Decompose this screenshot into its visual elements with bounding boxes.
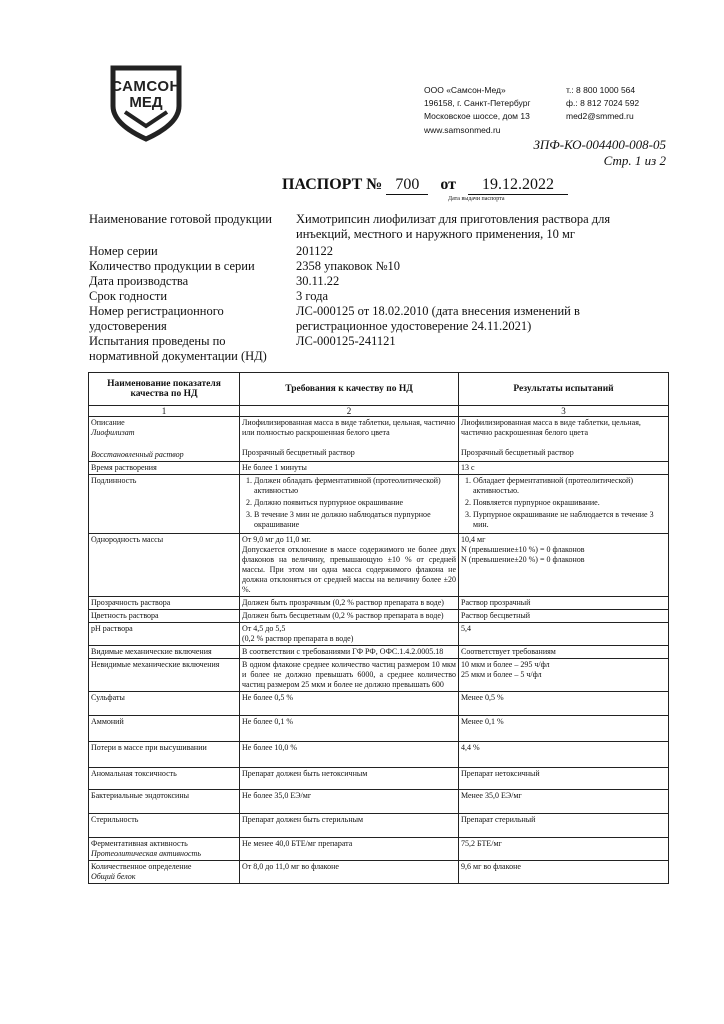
- requirement-text: В соответствии с требованиями ГФ РФ, ОФС.1.4.2.0005.18: [240, 646, 459, 659]
- requirement-text: Не более 10,0 %: [240, 742, 459, 768]
- indicator-name: Однородность массы: [89, 534, 240, 597]
- list-item: 3. Пурпурное окрашивание не наблюдается в течение 3 мин.: [473, 510, 666, 530]
- result-text: Менее 35,0 ЕЭ/мг: [459, 790, 669, 814]
- result-text: 9,6 мг во флаконе: [459, 861, 669, 884]
- column-number: 1: [89, 406, 240, 417]
- requirement-cell: [240, 534, 459, 597]
- result-text: Раствор прозрачный: [459, 597, 669, 610]
- indicator-sub: Общий белок: [91, 872, 136, 881]
- indicator-name: Цветность раствора: [89, 610, 240, 623]
- table-row: [89, 646, 669, 659]
- table-row: [89, 716, 669, 742]
- column-header-indicator: Наименование показателя качества по НД: [89, 373, 240, 406]
- document-code: ЗПФ-КО-004400-008-05: [533, 137, 666, 152]
- requirement-text: Допускается отклонение в массе содержимого не более двух флаконов на величину, превышающую ±10 % от средней массы. При этом ни одна масса содержимого флакона не должна отклоняться от средней массы на величину более ±20 %.: [242, 545, 456, 594]
- passport-number: 700: [386, 176, 428, 195]
- result-text: Препарат нетоксичный: [459, 768, 669, 790]
- info-row: [89, 244, 649, 259]
- company-name: ООО «Самсон-Мед»: [424, 85, 506, 95]
- table-row: [89, 742, 669, 768]
- logo-line-2: МЕД: [129, 94, 163, 111]
- indicator-name: Стерильность: [89, 814, 240, 838]
- indicator-cell: [89, 417, 240, 462]
- result-text: Менее 0,5 %: [459, 692, 669, 716]
- requirement-text: Не более 0,1 %: [240, 716, 459, 742]
- result-text: 4,4 %: [459, 742, 669, 768]
- indicator-name: Потери в массе при высушивании: [89, 742, 240, 768]
- table-row: [89, 475, 669, 534]
- product-info: [89, 212, 649, 364]
- requirement-text: (0,2 % раствор препарата в воде): [242, 634, 354, 643]
- result-text: Прозрачный бесцветный раствор: [461, 448, 574, 457]
- result-text: Препарат стерильный: [459, 814, 669, 838]
- document-code-block: [533, 137, 666, 169]
- info-label: Номер серии: [89, 244, 158, 258]
- passport-date: 19.12.2022: [468, 176, 568, 195]
- column-header-results: Результаты испытаний: [459, 373, 669, 406]
- result-text: 5,4: [459, 623, 669, 646]
- requirement-text: От 9,0 мг до 11,0 мг.: [242, 535, 311, 544]
- table-row: [89, 417, 669, 462]
- passport-date-note: Дата выдачи паспорта: [448, 196, 505, 202]
- company-address-line-2: Московское шоссе, дом 13: [424, 111, 530, 121]
- info-value: ЛС-000125-241121: [296, 334, 396, 348]
- result-text: N (превышение±20 %) = 0 флаконов: [461, 555, 585, 564]
- indicator-name: Видимые механические включения: [89, 646, 240, 659]
- result-cell: [459, 417, 669, 462]
- company-contacts: [566, 84, 639, 123]
- company-address-block: [424, 84, 531, 123]
- table-row: [89, 861, 669, 884]
- column-number: 2: [240, 406, 459, 417]
- table-row: [89, 659, 669, 692]
- requirement-cell: [240, 623, 459, 646]
- result-text: 75,2 БТЕ/мг: [459, 838, 669, 861]
- requirement-text: Не менее 40,0 БТЕ/мг препарата: [240, 838, 459, 861]
- info-row: [89, 212, 649, 242]
- table-row: [89, 692, 669, 716]
- result-text: 13 с: [459, 462, 669, 475]
- requirement-text: Должен быть бесцветным (0,2 % раствор препарата в воде): [240, 610, 459, 623]
- info-label: Наименование готовой продукции: [89, 212, 272, 226]
- requirement-cell: [240, 417, 459, 462]
- info-row: [89, 274, 649, 289]
- info-value: 3 года: [296, 289, 328, 303]
- indicator-name: Бактериальные эндотоксины: [89, 790, 240, 814]
- company-address-line-1: 196158, г. Санкт-Петербург: [424, 98, 531, 108]
- info-label: Срок годности: [89, 289, 168, 303]
- indicator-cell: [89, 861, 240, 884]
- info-value: 2358 упаковок №10: [296, 259, 400, 273]
- company-phone: т.: 8 800 1000 564: [566, 85, 636, 95]
- indicator-name: Аммоний: [89, 716, 240, 742]
- result-list: [461, 476, 666, 530]
- result-text: 25 мкм и более – 5 ч/фл: [461, 670, 542, 679]
- indicator-sub: Лиофилизат: [91, 428, 135, 437]
- indicator-name: Прозрачность раствора: [89, 597, 240, 610]
- passport-title-label: ПАСПОРТ №: [282, 176, 383, 193]
- list-item: 1. Должен обладать ферментативной (протеолитической) активностью: [254, 476, 456, 496]
- column-number-row: [89, 406, 669, 417]
- result-text: 10 мкм и более – 295 ч/фл: [461, 660, 550, 669]
- info-label: Дата производства: [89, 274, 189, 288]
- passport-from: от: [440, 176, 457, 193]
- info-label: Количество продукции в серии: [89, 259, 255, 273]
- table-row: [89, 610, 669, 623]
- list-item: 1. Обладает ферментативной (протеолитической) активностью.: [473, 476, 666, 496]
- info-label: Испытания проведены по нормативной документации (НД): [89, 334, 267, 363]
- indicator-name: Описание: [91, 418, 125, 427]
- column-number: 3: [459, 406, 669, 417]
- result-text: Лиофилизированная масса в виде таблетки, цельная, частично раскрошенная белого цвета: [461, 418, 641, 437]
- indicator-name: Аномальная токсичность: [89, 768, 240, 790]
- result-text: Менее 0,1 %: [459, 716, 669, 742]
- table-row: [89, 462, 669, 475]
- indicator-name: Подлинность: [89, 475, 240, 534]
- list-item: 2. Появляется пурпурное окрашивание.: [473, 498, 666, 508]
- info-row: [89, 289, 649, 304]
- requirement-text: Прозрачный бесцветный раствор: [242, 448, 355, 457]
- info-label: Номер регистрационного удостоверения: [89, 304, 224, 333]
- info-row: [89, 304, 649, 334]
- test-results-table: [88, 372, 669, 884]
- info-value: Химотрипсин лиофилизат для приготовления раствора для инъекций, местного и наружного применения, 10 мг: [296, 212, 611, 241]
- indicator-name: Время растворения: [89, 462, 240, 475]
- result-text: 10,4 мг: [461, 535, 486, 544]
- requirement-text: Не более 1 минуты: [240, 462, 459, 475]
- table-row: [89, 768, 669, 790]
- table-row: [89, 790, 669, 814]
- company-logo: [105, 62, 187, 142]
- company-website: www.samsonmed.ru: [424, 125, 501, 135]
- info-row: [89, 259, 649, 274]
- page-number: Стр. 1 из 2: [603, 153, 666, 168]
- info-value: 30.11.22: [296, 274, 340, 288]
- column-header-requirements: Требования к качеству по НД: [240, 373, 459, 406]
- requirement-text: От 8,0 до 11,0 мг во флаконе: [240, 861, 459, 884]
- passport-title: [282, 176, 568, 195]
- result-text: Соответствует требованиям: [459, 646, 669, 659]
- indicator-name: Количественное определение: [91, 862, 192, 871]
- result-cell: [459, 534, 669, 597]
- info-value: ЛС-000125 от 18.02.2010 (дата внесения изменений в регистрационное удостоверение 24.11.2021): [296, 304, 580, 333]
- indicator-name: pH раствора: [89, 623, 240, 646]
- logo-line-1: САМСОН: [111, 78, 181, 95]
- result-cell: [459, 475, 669, 534]
- table-row: [89, 597, 669, 610]
- requirement-text: Не более 35,0 ЕЭ/мг: [240, 790, 459, 814]
- requirement-text: Лиофилизированная масса в виде таблетки, цельная, частично или полностью раскрошенная белого цвета: [242, 418, 456, 437]
- result-cell: [459, 659, 669, 692]
- indicator-cell: [89, 838, 240, 861]
- company-fax: ф.: 8 812 7024 592: [566, 98, 640, 108]
- requirement-cell: [240, 475, 459, 534]
- requirement-text: От 4,5 до 5,5: [242, 624, 286, 633]
- company-email: med2@smmed.ru: [566, 111, 634, 121]
- result-text: N (превышение±10 %) = 0 флаконов: [461, 545, 585, 554]
- requirement-text: В одном флаконе среднее количество частиц размером 10 мкм и более не должно превышать 6000, а среднее количество частиц размером 25 мкм и более не должно превышать 600: [240, 659, 459, 692]
- table-row: [89, 534, 669, 597]
- table-row: [89, 623, 669, 646]
- list-item: 3. В течение 3 мин не должно наблюдаться пурпурное окрашивание: [254, 510, 456, 530]
- requirement-list: [242, 476, 456, 530]
- info-row: [89, 334, 649, 364]
- indicator-sub: Восстановленный раствор: [91, 450, 184, 459]
- table-row: [89, 838, 669, 861]
- requirement-text: Препарат должен быть стерильным: [240, 814, 459, 838]
- list-item: 2. Должно появиться пурпурное окрашивание: [254, 498, 456, 508]
- info-value: 201122: [296, 244, 334, 258]
- requirement-text: Не более 0,5 %: [240, 692, 459, 716]
- requirement-text: Должен быть прозрачным (0,2 % раствор препарата в воде): [240, 597, 459, 610]
- table-row: [89, 814, 669, 838]
- indicator-sub: Протеолитическая активность: [91, 849, 201, 858]
- indicator-name: Невидимые механические включения: [89, 659, 240, 692]
- result-text: Раствор бесцветный: [459, 610, 669, 623]
- table-header-row: [89, 373, 669, 406]
- indicator-name: Сульфаты: [89, 692, 240, 716]
- indicator-name: Ферментативная активность: [91, 839, 188, 848]
- requirement-text: Препарат должен быть нетоксичным: [240, 768, 459, 790]
